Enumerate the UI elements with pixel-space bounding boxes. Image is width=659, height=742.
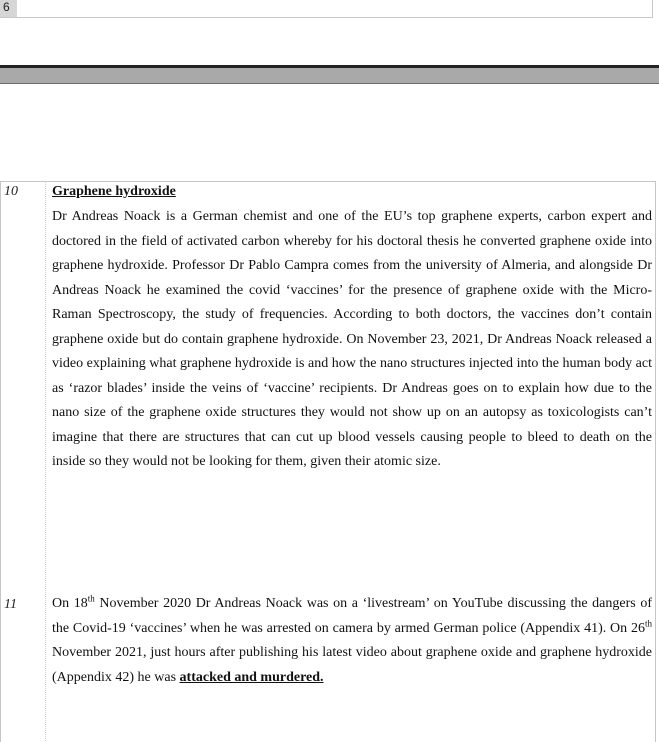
section-heading: Graphene hydroxide bbox=[52, 184, 176, 199]
paragraph-number: 11 bbox=[4, 597, 17, 612]
page-break-separator bbox=[0, 65, 659, 84]
paragraph-text: Dr Andreas Noack is a German chemist and one of the EU’s top graphene experts, carbon expert and doctored in the field of activated carbon whereby for his doctoral thesis he converted graphene oxide into graphene hydroxide. Professor Dr Pablo Campra comes from the university of Almeria, and alongside Dr Andreas Noack he examined the covid ‘vaccines’ for the presence of graphene oxide with the Micro-Raman Spectroscopy, the study of frequencies. According to both doctors, the vaccines don’t contain graphene oxide but do contain graphene hydroxide. On November 23, 2021, Dr Andreas Noack released a video explaining what graphene hydroxide is and how the nano structures injected into the human body act as ‘razor blades’ inside the veins of ‘vaccine’ recipients. Dr Andreas goes on to explain how due to the nano size of the graphene oxide structures they would not show up on an autopsy as toxicologists can’t imagine that there are structures that can cut up blood vessels causing people to bleed to death on the inside so they would not be looking for them, given their atomic size. bbox=[52, 209, 652, 469]
paragraph-text-part: November 2020 Dr Andreas Noack was on a ‘livestream’ on YouTube discussing the dangers of the Covid-19 ‘vaccines’ when he was arrested on camera by armed German police (Appendix 41). On 26 bbox=[52, 596, 652, 636]
ordinal-suffix: th bbox=[644, 617, 652, 628]
paragraph-10 bbox=[52, 182, 652, 475]
paragraph-text-part: On 18 bbox=[52, 596, 88, 611]
previous-page-footer bbox=[0, 0, 653, 18]
page-number: 6 bbox=[0, 0, 17, 17]
emphasized-text: attacked and murdered. bbox=[179, 669, 324, 685]
paragraph-11 bbox=[52, 592, 652, 690]
paragraph-number: 10 bbox=[4, 184, 18, 199]
ordinal-suffix: th bbox=[87, 593, 95, 604]
number-column-divider bbox=[45, 181, 46, 741]
paragraph-text-part: November 2021, just hours after publishing his latest video about graphene oxide and graphene hydroxide (Appendix 42) he was bbox=[52, 645, 652, 685]
